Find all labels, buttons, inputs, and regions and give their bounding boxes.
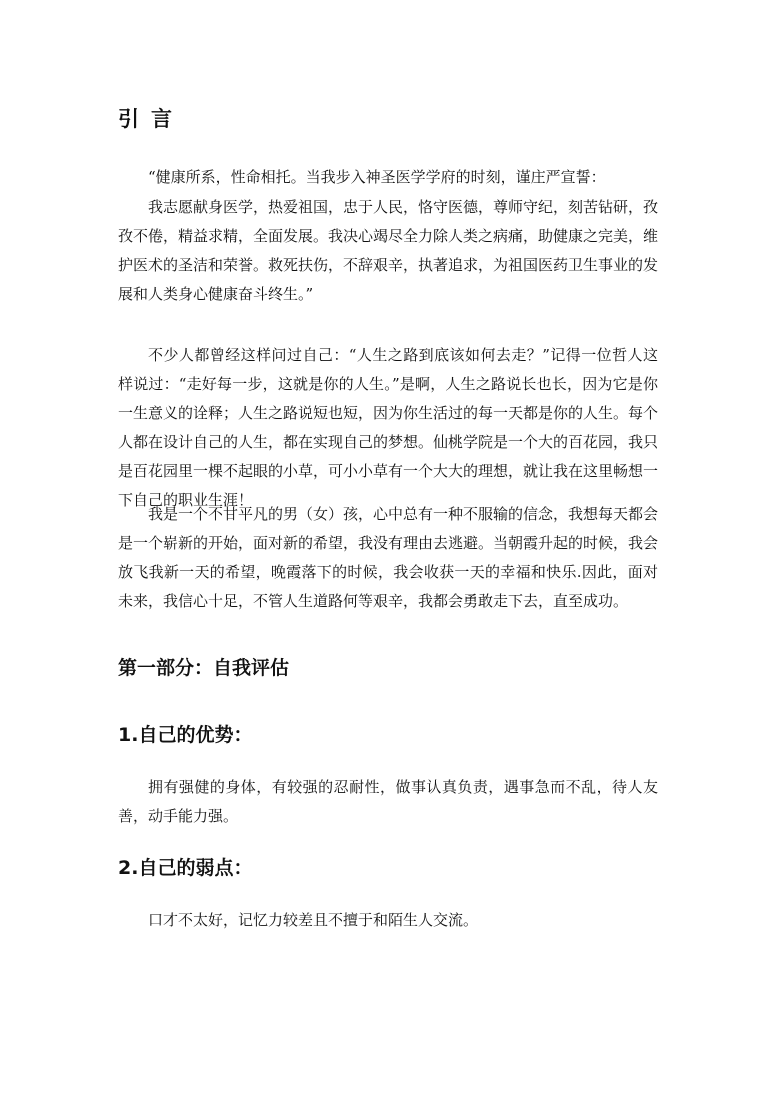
intro-paragraph-oath-body: 我志愿献身医学，热爱祖国，忠于人民，恪守医德，尊师守纪，刻苦钻研，孜孜不倦，精益求精，全面发展。我决心竭尽全力除人类之病痛，助健康之完美，维护医术的圣洁和荣誉。救死扶伤，不辞艰辛，执著追求，为祖国医药卫生事业的发展和人类身心健康奋斗终生。” [118,198,659,303]
subheading-weaknesses: 2.自己的弱点： [118,857,253,879]
weaknesses-text: 口才不太好，记忆力较差且不擅于和陌生人交流。 [148,911,479,929]
intro-paragraph-life-path: 不少人都曾经这样问过自己：“人生之路到底该如何去走？”记得一位哲人这样说过：“走好每一步，这就是你的人生。”是啊，人生之路说长也长，因为它是你一生意义的诠释；人生之路说短也短，因为你生活过的每一天都是你的人生。每个人都在设计自己的人生，都在实现自己的梦想。仙桃学院是一个大的百花园，我只是百花园里一棵不起眼的小草，可小小草有一个大大的理想，就让我在这里畅想一下自己的职业生涯！ [118,346,659,509]
strengths-text: 拥有强健的身体，有较强的忍耐性，做事认真负责，遇事急而不乱，待人友善，动手能力强。 [118,778,658,825]
section-heading-self-assessment: 第一部分：自我评估 [118,657,290,679]
intro-paragraph-self: 我是一个不甘平凡的男（女）孩，心中总有一种不服输的信念，我想每天都会是一个崭新的开始，面对新的希望，我没有理由去逃避。当朝霞升起的时候，我会放飞我新一天的希望，晚霞落下的时候，我会收获一天的幸福和快乐.因此，面对未来，我信心十足，不管人生道路何等艰辛，我都会勇敢走下去，直至成功。 [118,505,659,610]
subheading-strengths: 1.自己的优势： [118,724,253,746]
intro-paragraph-oath-open: “健康所系，性命相托。当我步入神圣医学学府的时刻，谨庄严宣誓： [148,168,606,186]
intro-heading: 引言 [118,106,184,131]
